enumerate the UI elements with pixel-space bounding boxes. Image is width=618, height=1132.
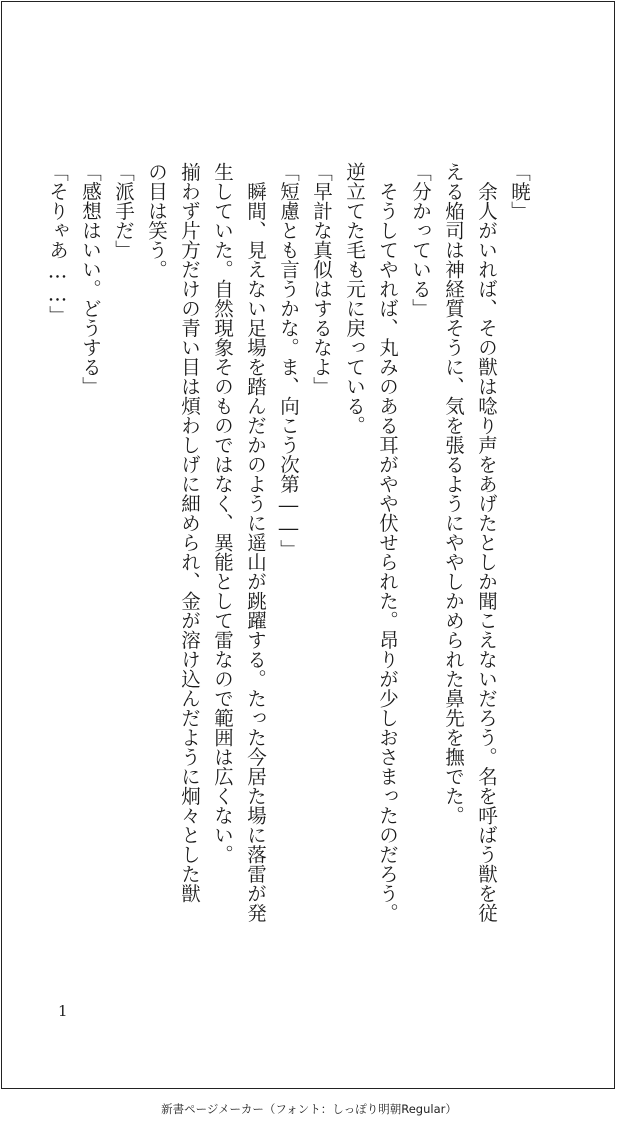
text-line: 「感想はいい。どうする」 [79,162,102,396]
text-line: 「短慮とも言うかな。ま、向こう次第――」 [277,162,300,559]
text-line: える焔司は神経質そうに、気を張るようにややしかめられた鼻先を撫でた。 [442,162,465,825]
vertical-text-body [46,162,536,923]
text-line: 「早計な真似はするなよ」 [310,162,333,396]
page-number: 1 [58,1002,68,1020]
text-line: 生していた。自然現象そのものではなく、異能として雷なので範囲は広くない。 [211,162,234,864]
text-line: 瞬間、見えない足場を踏んだかのように遥山が跳躍する。たった今居た場に落雷が発 [244,162,267,923]
text-line: そうしてやれば、丸みのある耳がやや伏せられた。昂りが少しおさまったのだろう。 [376,162,399,923]
text-line: 揃わず片方だけの青い目は煩わしげに細められ、金が溶け込んだように炯々とした獣 [178,162,201,903]
text-line: 「派手だ」 [112,162,135,260]
footer-caption: 新書ページメーカー（フォント：しっぽり明朝Regular） [161,1102,457,1116]
text-line: 「そりゃあ……」 [46,162,69,325]
text-line: 「分かっている」 [409,162,432,318]
text-line: 余人がいれば、その獣は唸り声をあげたとしか聞こえないだろう。名を呼ばう獣を従 [475,162,498,923]
text-line: 逆立てた毛も元に戻っている。 [343,162,366,435]
text-line: 「暁」 [508,162,531,221]
text-line: の目は笑う。 [145,162,168,279]
book-page [1,1,615,1089]
